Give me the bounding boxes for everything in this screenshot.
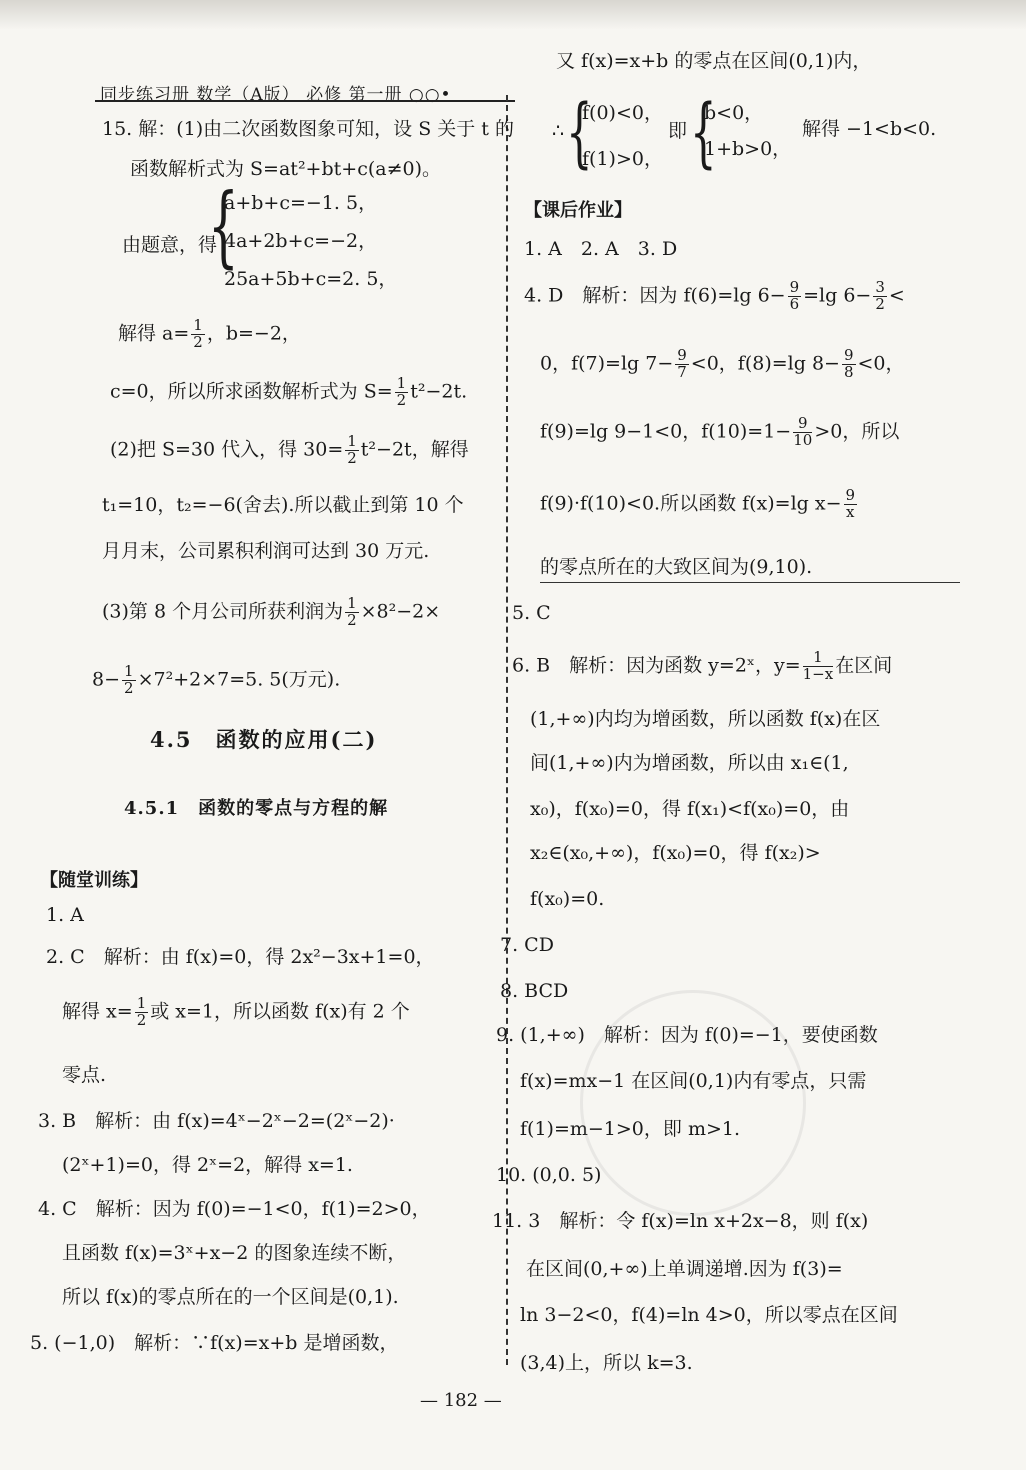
subsection-title: 4.5.1 函数的零点与方程的解 — [124, 798, 389, 819]
system-eq3: 25a+5b+c=2. 5， — [224, 268, 398, 290]
answer-4: 4. C 解析：因为 f(0)=−1<0，f(1)=2>0， — [38, 1198, 431, 1220]
num: 9 — [793, 416, 812, 433]
system-brace-3: { — [690, 87, 717, 176]
hw-6-line6: f(x₀)=0. — [530, 888, 605, 910]
hw-6-line2: (1,+∞)内均为增函数，所以函数 f(x)在区 — [530, 708, 881, 730]
fraction — [844, 488, 858, 521]
homework-tag: 【课后作业】 — [524, 200, 632, 221]
text: ×8²−2× — [360, 600, 441, 623]
text: 8− — [92, 668, 121, 691]
hw-4-underline — [540, 582, 960, 583]
solve-b: 解得 −1<b<0. — [802, 118, 937, 140]
q15-part3-line2 — [92, 664, 340, 697]
hw-8: 8. BCD — [500, 980, 569, 1002]
in-class-training-tag: 【随堂训练】 — [40, 870, 148, 891]
q15-line2: 函数解析式为 S=at²+bt+c(a≠0)。 — [130, 158, 441, 180]
answer-2-line3: 零点. — [62, 1064, 107, 1086]
header-rule — [95, 100, 515, 102]
ineq-b: b<0， — [704, 102, 764, 124]
text: (3)第 8 个月公司所获利润为 — [102, 600, 344, 623]
text: c=0，所以所求函数解析式为 S= — [110, 380, 393, 403]
den: 2 — [396, 390, 407, 409]
q15-solve-c — [110, 376, 467, 409]
fraction — [345, 596, 359, 629]
den: 6 — [789, 294, 800, 313]
answer-2-line2 — [62, 996, 410, 1029]
num: 1 — [803, 650, 834, 667]
den: 2 — [347, 610, 357, 629]
hw-4-line4 — [540, 488, 859, 521]
num: 9 — [843, 346, 854, 364]
num: 1 — [124, 662, 134, 680]
hw-6 — [512, 650, 892, 683]
num: 9 — [789, 278, 800, 296]
ineq-f0: f(0)<0， — [582, 102, 663, 124]
den: 1−x — [802, 664, 834, 683]
text: 解得 a= — [118, 322, 190, 345]
answer-2: 2. C 解析：由 f(x)=0，得 2x²−3x+1=0， — [46, 946, 435, 968]
fraction — [345, 434, 359, 467]
answer-4-line3: 所以 f(x)的零点所在的一个区间是(0,1). — [62, 1286, 399, 1308]
den: 8 — [843, 362, 854, 381]
hw-4 — [524, 280, 905, 313]
num: 1 — [396, 374, 407, 392]
text: f(9)=lg 9−1<0，f(10)=1− — [540, 420, 792, 443]
answer-4-line2: 且函数 f(x)=3ˣ+x−2 的图象连续不断， — [62, 1242, 407, 1264]
den: 2 — [875, 294, 885, 313]
q15-system-prefix: 由题意，得 — [122, 234, 218, 256]
system-eq1: a+b+c=−1. 5， — [224, 192, 378, 214]
hw-10: 10. (0,0. 5) — [496, 1164, 602, 1186]
num: 3 — [875, 278, 885, 296]
section-title: 4.5 函数的应用(二) — [150, 727, 378, 752]
hw-9-line2: f(x)=mx−1 在区间(0,1)内有零点，只需 — [520, 1070, 867, 1092]
num: 9 — [677, 346, 687, 364]
den: x — [846, 502, 855, 521]
answer-5: 5. (−1,0) 解析：∵f(x)=x+b 是增函数， — [30, 1332, 399, 1354]
answer-5-continued: 又 f(x)=x+b 的零点在区间(0,1)内， — [556, 50, 872, 72]
page-top-edge — [0, 0, 1026, 30]
hw-4-line5: 的零点所在的大致区间为(9,10). — [540, 556, 813, 578]
num: 1 — [347, 594, 357, 612]
text: 4. D 解析：因为 f(6)=lg 6− — [524, 284, 786, 307]
text: t²−2t，解得 — [360, 438, 469, 461]
num: 1 — [136, 994, 147, 1012]
fraction — [873, 280, 887, 313]
system-brace-2: { — [566, 87, 593, 176]
den: 2 — [347, 448, 357, 467]
ineq-f1: f(1)>0， — [582, 148, 663, 170]
ji-word: 即 — [668, 120, 688, 142]
fraction — [793, 416, 812, 449]
text: ，b=−2， — [206, 322, 301, 345]
text: >0，所以 — [814, 420, 900, 443]
den: 10 — [793, 430, 813, 449]
text: <0， — [857, 352, 905, 375]
answer-3-line2: (2ˣ+1)=0，得 2ˣ=2，解得 x=1. — [62, 1154, 353, 1176]
text: =lg 6− — [803, 284, 872, 307]
fraction — [675, 348, 689, 381]
text: ×7²+2×7=5. 5(万元). — [137, 668, 341, 691]
hw-6-line3: 间(1,+∞)内为增函数，所以由 x₁∈(1, — [530, 752, 849, 774]
hw-4-line2 — [540, 348, 905, 381]
q15-part2 — [110, 434, 469, 467]
q15-part2-line3: 月月末，公司累积利润可达到 30 万元. — [102, 540, 430, 562]
num: 1 — [347, 432, 357, 450]
watermark-seal — [580, 990, 806, 1216]
system-brace: { — [208, 174, 239, 277]
page-number: — 182 — — [420, 1390, 502, 1411]
den: 2 — [193, 332, 203, 351]
running-header: 同步练习册 数学（A版） 必修 第一册 ○○• — [100, 85, 452, 105]
fraction — [122, 664, 136, 697]
hw-5: 5. C — [512, 602, 551, 624]
hw-9-line3: f(1)=m−1>0，即 m>1. — [520, 1118, 741, 1140]
answer-1: 1. A — [46, 904, 84, 926]
num: 1 — [193, 316, 203, 334]
q15-line1: 15. 解：(1)由二次函数图象可知，设 S 关于 t 的 — [102, 118, 514, 140]
fraction — [842, 348, 856, 381]
text: 解得 x= — [62, 1000, 133, 1023]
text: (2)把 S=30 代入，得 30= — [110, 438, 344, 461]
den: 2 — [136, 1010, 147, 1029]
text: 0，f(7)=lg 7− — [540, 352, 674, 375]
hw-11-line2: 在区间(0,+∞)上单调递增.因为 f(3)= — [526, 1258, 843, 1280]
answer-3: 3. B 解析：由 f(x)=4ˣ−2ˣ−2=(2ˣ−2)· — [38, 1110, 395, 1132]
system-eq2: 4a+2b+c=−2， — [224, 230, 378, 252]
hw-6-line5: x₂∈(x₀,+∞)，f(x₀)=0，得 f(x₂)> — [530, 842, 821, 864]
hw-9: 9. (1,+∞) 解析：因为 f(0)=−1，要使函数 — [496, 1024, 878, 1046]
fraction — [788, 280, 802, 313]
text: f(9)·f(10)<0.所以函数 f(x)=lg x− — [540, 492, 842, 515]
q15-part3 — [102, 596, 440, 629]
q15-part2-line2: t₁=10，t₂=−6(舍去).所以截止到第 10 个 — [102, 494, 464, 516]
text: t²−2t. — [410, 380, 468, 403]
hw-11-line3: ln 3−2<0，f(4)=ln 4>0，所以零点在区间 — [520, 1304, 898, 1326]
text: <0，f(8)=lg 8− — [690, 352, 840, 375]
text: 6. B 解析：因为函数 y=2ˣ，y= — [512, 654, 801, 677]
den: 2 — [124, 678, 134, 697]
hw-4-line3 — [540, 416, 899, 449]
hw-11: 11. 3 解析：令 f(x)=ln x+2x−8，则 f(x) — [492, 1210, 869, 1232]
q15-solve-a — [118, 318, 301, 351]
text: 或 x=1，所以函数 f(x)有 2 个 — [150, 1000, 410, 1023]
hw-7: 7. CD — [500, 934, 554, 956]
hw-1-3: 1. A 2. A 3. D — [524, 238, 678, 260]
fraction — [135, 996, 149, 1029]
hw-11-line4: (3,4)上，所以 k=3. — [520, 1352, 693, 1374]
hw-6-line4: x₀)，f(x₀)=0，得 f(x₁)<f(x₀)=0，由 — [530, 798, 850, 820]
num: 9 — [845, 486, 856, 504]
fraction — [803, 650, 834, 683]
ineq-1b: 1+b>0， — [704, 138, 792, 160]
fraction — [191, 318, 205, 351]
text: 在区间 — [835, 654, 893, 677]
den: 7 — [677, 362, 687, 381]
therefore-symbol: ∴ — [552, 120, 565, 142]
text: < — [888, 284, 905, 307]
fraction — [395, 376, 409, 409]
